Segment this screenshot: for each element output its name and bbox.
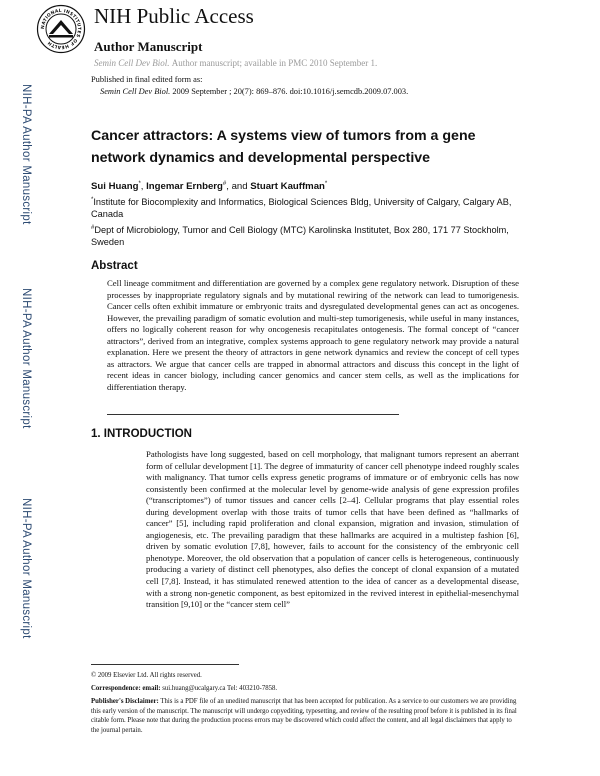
article-title: Cancer attractors: A systems view of tumors from a gene network dynamics and developmental perspective: [91, 128, 476, 166]
footnote-divider: [91, 664, 239, 665]
affiliation: *Institute for Biocomplexity and Informatics, Biological Sciences Bldg, University of Calgary, Calgary AB, Canada: [91, 196, 512, 219]
nih-public-access-title: NIH Public Access: [94, 4, 254, 28]
correspondence-footnote: Correspondence: email: sui.huang@ucalgary.ca Tel: 403210-7858.: [91, 685, 278, 692]
author-name: Sui Huang: [91, 181, 139, 192]
publication-details: [100, 87, 408, 96]
affiliation: #Dept of Microbiology, Tumor and Cell Biology (MTC) Karolinska Institutet, Box 280, 171 77 Stockholm, Sweden: [91, 224, 509, 247]
publisher-disclaimer: Publisher's Disclaimer: This is a PDF file of an unedited manuscript that has been accepted for publication. As a service to our customers we are providing this early version of the manuscript. The manuscript will undergo copyediting, typesetting, and review of the resulting proof before it is published in its final citable form. Please note that during the production process errors may be discovered which could affect the content, and all legal disclaimers that apply to the journal pertain.: [91, 698, 517, 734]
introduction-text: Pathologists have long suggested, based on cell morphology, that malignant tumors represent an aberrant form of cellular development [1]. The degree of immaturity of cancer cell phenotype indeed roughly scales with malignancy. That tumor cells express genetic programs of immature or of embryonic cells has now consistently been confirmed at the molecular level by genome-wide analysis of gene expression profiles (“transcriptomes”) of tumor tissues and cancer cells [2–4]. Cellular programs that play essential roles during development overlap with those traits of tumor cells that have been defined as “hallmarks of cancer” [5], including rapid proliferation and clonal expansion, migration and invasion, stimulation of angiogenesis, etc. The prevailing paradigm that these hallmarks are acquired in a multistep fashion [6], driven by somatic evolution [7,8], however, fails to account for the consistency of the embryonic cell phenotype. Moreover, the old observation that a population of cancer cells is heterogeneous, continuously producing a variety of distinct cell phenotypes, also defies the concept of clonal expansion of a mutated cell [7,8]. Instead, it has stimulated renewed attention to the idea of cancer as a developmental disease, with a strong non-genetic component, as best epitomized in the revived interest in epithelial-mesenchymal transition [9,10] or the “cancer stem cell”: [146, 449, 519, 610]
introduction-heading: 1. INTRODUCTION: [91, 428, 192, 440]
seal-text: NATIONAL INSTITUTES OF HEALTH: [40, 8, 82, 50]
sidebar-label-middle: NIH-PA Author Manuscript: [20, 288, 32, 429]
sidebar-label-top: NIH-PA Author Manuscript: [20, 84, 32, 225]
publication-volume-doi: 2009 September ; 20(7): 869–876. doi:10.1016/j.semcdb.2009.07.003.: [172, 87, 409, 96]
abstract-text: Cell lineage commitment and differentiation are governed by a complex gene regulatory network. Disruption of these processes by inappropriate regulatory signals and by mutational rewiring of the network can lead to tumorigenesis. Cancer cells often exhibit immature or embryonic traits and dysregulated developmental genes can act as oncogenes. However, the prevailing paradigm of somatic evolution and multi-step tumorigenesis, while useful in many instances, offers no logically coherent reason for why oncogenesis recapitulates ontogenesis. The formal concept of “cancer attractors”, derived from an integrative, complex systems approach to gene regulatory network may provide a natural explanation. Here we present the theory of attractors in gene network dynamics and review the concept of cell types as attractors. We argue that cancer cells are trapped in abnormal attractors and discuss this concept in the light of recent ideas in cancer biology, including cancer genomics and cancer stem cells, as well as the implications for differentiation therapy.: [107, 278, 519, 392]
copyright-footnote: © 2009 Elsevier Ltd. All rights reserved.: [91, 672, 202, 679]
abstract-heading: Abstract: [91, 260, 138, 272]
author-name: Stuart Kauffman: [250, 181, 325, 192]
abstract-divider: [107, 414, 399, 415]
nih-seal-logo: [36, 4, 86, 54]
publication-journal: Semin Cell Dev Biol.: [100, 87, 171, 96]
published-in-label: Published in final edited form as:: [91, 75, 203, 84]
header-journal: Semin Cell Dev Biol.: [94, 58, 170, 68]
author-name: Ingemar Ernberg: [146, 181, 223, 192]
header-citation: [94, 58, 377, 68]
author-manuscript-label: Author Manuscript: [94, 39, 203, 54]
header-availability: Author manuscript; available in PMC 2010 September 1.: [171, 58, 378, 68]
sidebar-label-bottom: NIH-PA Author Manuscript: [20, 498, 32, 639]
author-list: Sui Huang*, Ingemar Ernberg#, and Stuart Kauffman*: [91, 180, 328, 192]
